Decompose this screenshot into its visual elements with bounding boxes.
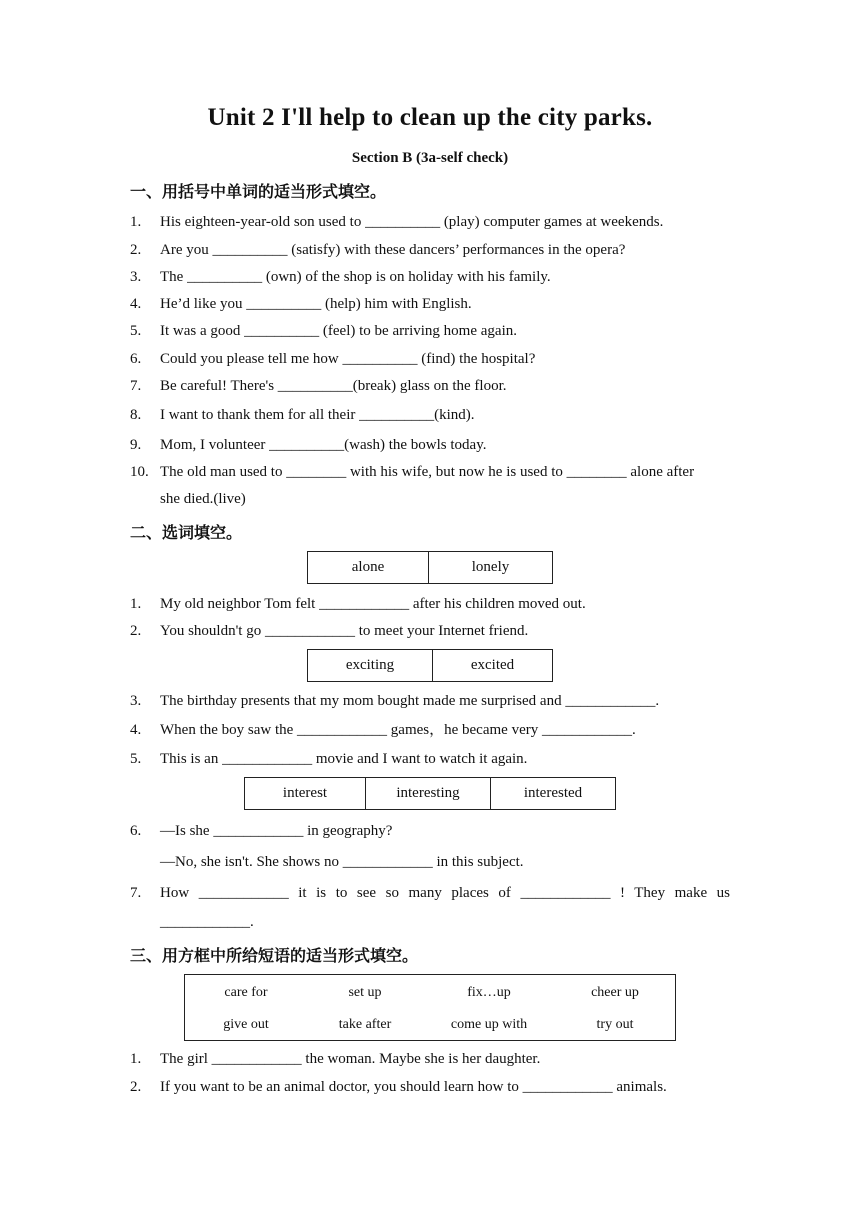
item-text: If you want to be an animal doctor, you should learn how to ____________ animals. [160, 1079, 667, 1095]
list-item [130, 721, 735, 739]
list-item [130, 622, 735, 640]
page-subtitle: Section B (3a-self check) [351, 150, 509, 166]
item-text: Are you __________ (satisfy) with these dancers’ performances in the opera? [160, 242, 626, 258]
item-text: The girl ____________ the woman. Maybe she is her daughter. [160, 1051, 541, 1067]
item-number: 4. [130, 296, 142, 312]
item-continuation: —No, she isn't. She shows no ____________ in this subject. [160, 854, 524, 870]
item-text: This is an ____________ movie and I want to watch it again. [160, 751, 528, 767]
item-text: —Is she ____________ in geography? [160, 823, 393, 839]
phrase-option: try out [596, 1017, 634, 1032]
list-item [130, 377, 735, 395]
item-text: How ____________ it is to see so many places of ____________ ! They make us [160, 885, 730, 901]
item-text: I want to thank them for all their __________(kind). [160, 407, 475, 423]
list-item [130, 1078, 735, 1096]
item-number: 1. [130, 214, 142, 230]
item-number: 3. [130, 693, 142, 709]
item-text: When the boy saw the ____________ games，he became very ____________. [160, 722, 636, 738]
item-number: 1. [130, 1051, 142, 1067]
phrase-option: cheer up [591, 985, 639, 1000]
phrase-option: care for [224, 985, 268, 1000]
item-text: Be careful! There's __________(break) glass on the floor. [160, 378, 507, 394]
section1-heading: 一、用括号中单词的适当形式填空。 [130, 182, 387, 201]
item-text: You shouldn't go ____________ to meet your Internet friend. [160, 623, 529, 639]
section2-heading: 二、选词填空。 [130, 523, 243, 542]
list-item [130, 268, 735, 286]
phrase-box [184, 974, 676, 1041]
word-box-2 [307, 649, 553, 682]
list-item [130, 436, 735, 454]
item-number: 5. [130, 751, 142, 767]
item-number: 6. [130, 351, 142, 367]
item-number: 1. [130, 596, 142, 612]
item-number: 2. [130, 1079, 142, 1095]
item-number: 2. [130, 623, 142, 639]
page-title: Unit 2 I'll help to clean up the city parks. [207, 104, 653, 131]
list-item [130, 750, 735, 768]
list-item [130, 884, 730, 902]
section3-heading: 三、用方框中所给短语的适当形式填空。 [130, 946, 419, 965]
list-item [130, 350, 735, 368]
word-option: interested [491, 778, 616, 810]
list-item [130, 241, 735, 259]
list-item [130, 822, 735, 840]
list-item [130, 595, 735, 613]
item-continuation: she died.(live) [160, 491, 246, 507]
item-number: 5. [130, 323, 142, 339]
item-text: His eighteen-year-old son used to __________ (play) computer games at weekends. [160, 214, 664, 230]
list-item [130, 1050, 735, 1068]
list-item [130, 463, 735, 481]
phrase-option: come up with [450, 1017, 528, 1032]
word-option: exciting [308, 650, 433, 682]
word-option: excited [433, 650, 553, 682]
item-text: It was a good __________ (feel) to be arriving home again. [160, 323, 517, 339]
word-box-3 [244, 777, 616, 810]
list-item [130, 295, 735, 313]
item-continuation: ____________. [160, 914, 254, 930]
item-number: 7. [130, 378, 142, 394]
phrase-option: take after [338, 1017, 392, 1032]
phrase-option: give out [223, 1017, 269, 1032]
phrase-option: set up [348, 985, 382, 1000]
list-item [130, 692, 735, 710]
item-text: Could you please tell me how __________ (find) the hospital? [160, 351, 536, 367]
item-text: He’d like you __________ (help) him with English. [160, 296, 472, 312]
item-text: The birthday presents that my mom bought made me surprised and ____________. [160, 693, 660, 709]
word-option: alone [308, 552, 429, 584]
item-number: 9. [130, 437, 142, 453]
list-item [130, 213, 735, 231]
item-text: Mom, I volunteer __________(wash) the bowls today. [160, 437, 487, 453]
item-text: The __________ (own) of the shop is on holiday with his family. [160, 269, 551, 285]
item-number: 3. [130, 269, 142, 285]
item-number: 8. [130, 407, 142, 423]
word-option: interest [245, 778, 366, 810]
word-option: interesting [366, 778, 491, 810]
item-text: My old neighbor Tom felt ____________ after his children moved out. [160, 596, 586, 612]
item-number: 4. [130, 722, 142, 738]
item-text: The old man used to ________ with his wife, but now he is used to ________ alone after [160, 464, 695, 480]
list-item [130, 322, 735, 340]
item-number: 7. [130, 885, 142, 901]
list-item [130, 406, 735, 424]
phrase-option: fix…up [467, 985, 511, 1000]
item-number: 10. [130, 464, 149, 480]
item-number: 6. [130, 823, 142, 839]
word-box-1 [307, 551, 553, 584]
word-option: lonely [429, 552, 553, 584]
item-number: 2. [130, 242, 142, 258]
